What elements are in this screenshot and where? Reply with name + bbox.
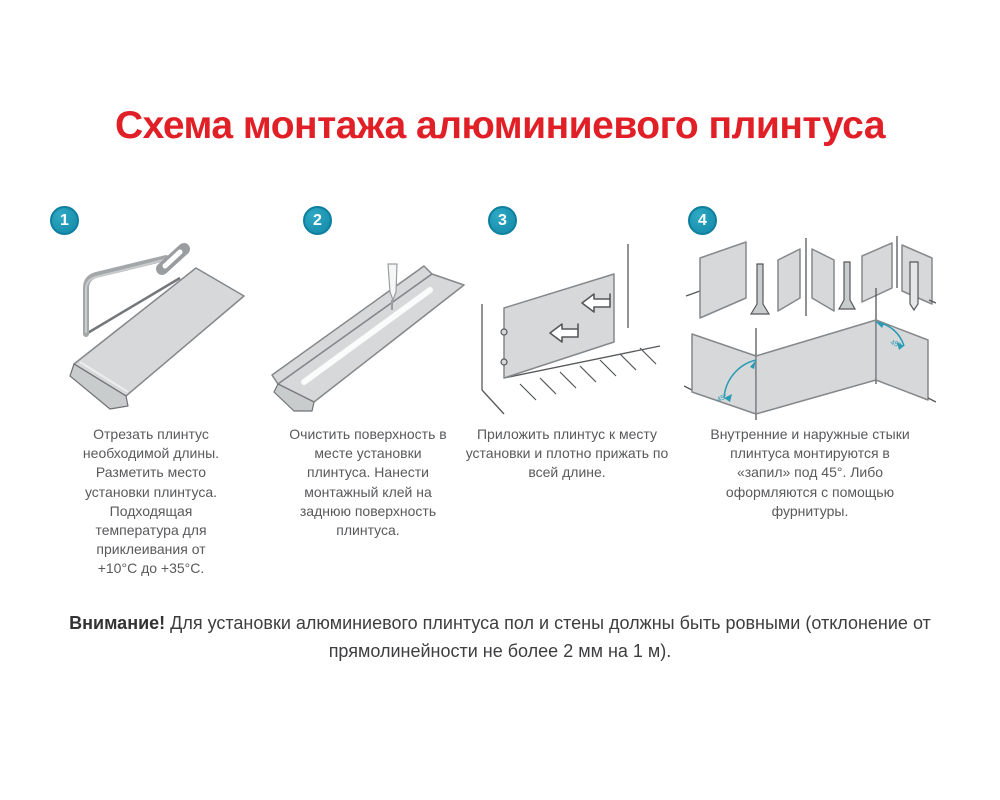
page-title: Схема монтажа алюминиевого плинтуса	[114, 104, 886, 147]
corner-panel-3	[812, 249, 834, 311]
step-3	[460, 206, 674, 481]
warning-text: Для установки алюминиевого плинтуса пол и стены должны быть ровными (отклонение от прямолинейности не более 2 мм на 1 м).	[165, 613, 931, 661]
step-2	[270, 206, 466, 538]
warning-label: Внимание!	[69, 613, 166, 633]
step-3-caption: Приложить плинтус к месту установки и плотно прижать по всей длине.	[465, 426, 669, 481]
plinth-panel	[74, 268, 244, 396]
step-4-caption: Внутренние и наружные стыки плинтуса монтируются в «запил» под 45°. Либо оформляются с помощью фурнитуры.	[710, 426, 910, 519]
corner-panel-4	[862, 243, 892, 302]
step-1-number-badge: 1	[50, 206, 79, 235]
corner-joints-icon	[684, 236, 936, 422]
step-2-caption: Очистить поверхность в месте установки плинтуса. Нанести монтажный клей на заднюю поверхность плинтуса.	[289, 426, 447, 538]
angle-label-left: 45°	[716, 393, 729, 404]
step-4	[684, 206, 936, 519]
step-1	[40, 206, 262, 577]
warning-note	[55, 610, 945, 666]
run-panel-left	[692, 334, 756, 414]
press-plinth-to-wall-icon	[460, 236, 674, 418]
run-panel-right	[876, 320, 928, 400]
corner-panel-2	[778, 249, 800, 311]
step-1-caption: Отрезать плинтус необходимой длины. Разметить место установки плинтуса. Подходящая температура для приклеивания от +10°С до +35°С.	[82, 426, 220, 577]
fitting-pin-3	[910, 262, 918, 310]
floor-line-left-bottom	[684, 386, 692, 390]
fitting-pin-1	[751, 264, 769, 314]
angle-label-right: 45°	[889, 339, 902, 350]
hacksaw-cutting-plinth-icon	[40, 236, 262, 418]
glue-bead	[304, 290, 430, 382]
fitting-pin-2	[839, 262, 855, 309]
run-panel-middle	[756, 320, 876, 414]
step-4-number-badge: 4	[688, 206, 717, 235]
corner-panel-1	[700, 242, 746, 318]
glue-on-plinth-icon	[270, 236, 466, 418]
floor-line-right-bottom	[928, 398, 936, 402]
floor-edge-left	[482, 390, 504, 414]
step-3-number-badge: 3	[488, 206, 517, 235]
step-2-number-badge: 2	[303, 206, 332, 235]
